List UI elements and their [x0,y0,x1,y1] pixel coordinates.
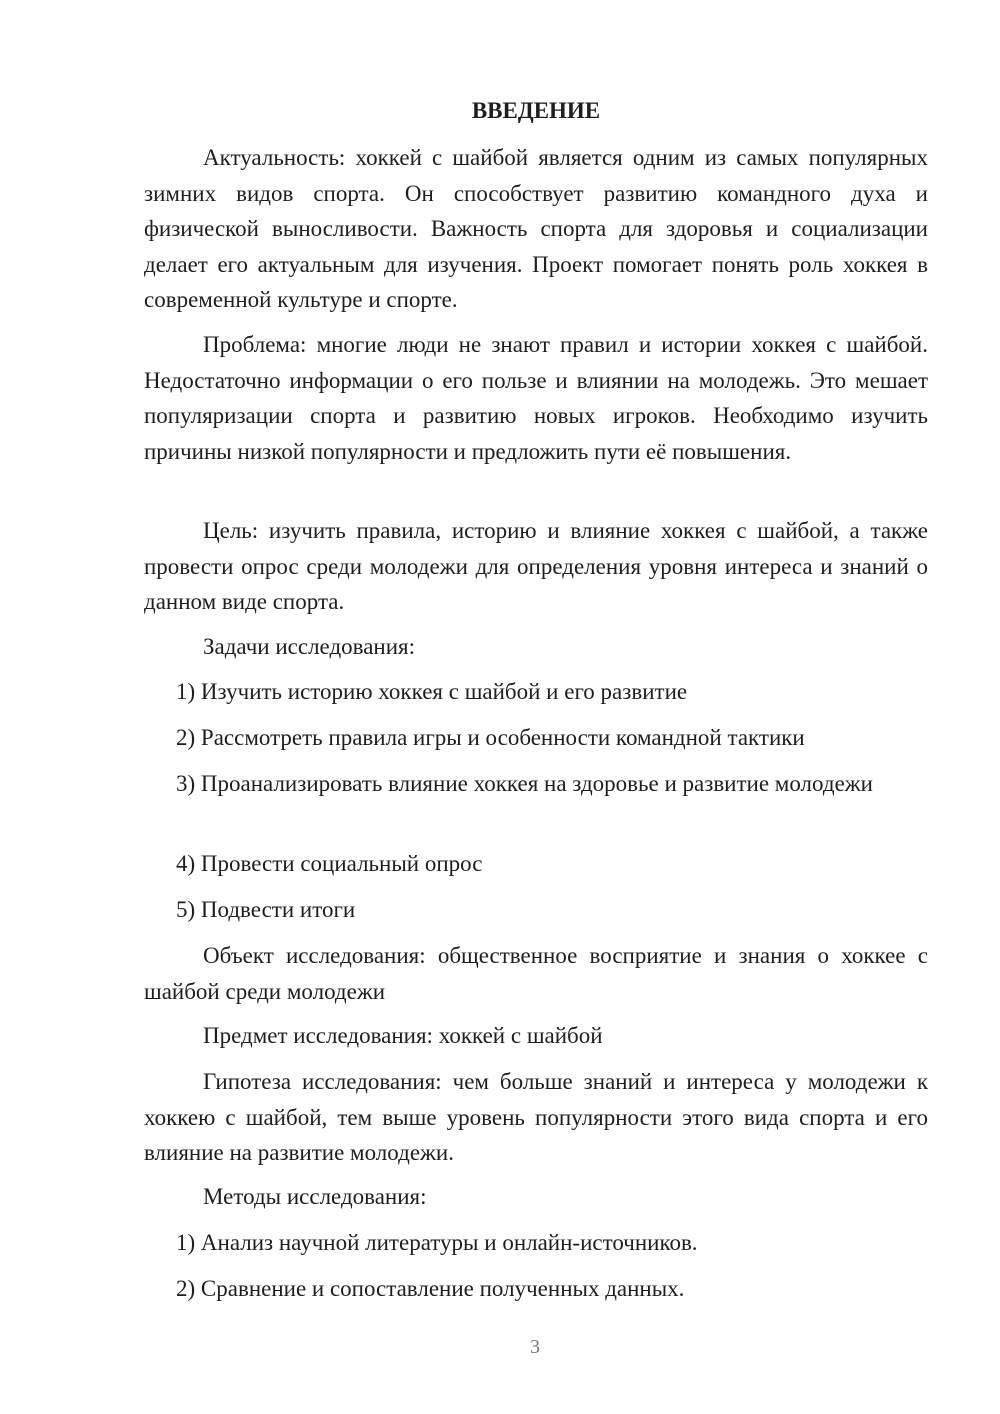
task-item-5: 5) Подвести итоги [176,897,356,922]
methods-heading: Методы исследования: [203,1184,427,1209]
page-number: 3 [530,1336,540,1358]
tasks-heading: Задачи исследования: [203,634,416,659]
paragraph-hypothesis: Гипотеза исследования: чем больше знаний и интереса у молодежи к хоккею с шайбой, тем выше уровень популярности этого вида спорта и его влияние на развитие молодежи. [144,1069,928,1165]
paragraph-relevance: Актуальность: хоккей с шайбой является одним из самых популярных зимних видов спорта. Он способствует развитию командного духа и физической выносливости. Важность спорта для здоровья и социализации делает его актуальным для изучения. Проект помогает понять роль хоккея в современной культуре и спорте. [144,145,928,312]
paragraph-goal: Цель: изучить правила, историю и влияние хоккея с шайбой, а также провести опрос среди молодежи для определения уровня интереса и знаний о данном виде спорта. [144,518,928,614]
section-title: ВВЕДЕНИЕ [471,98,601,123]
method-item-2: 2) Сравнение и сопоставление полученных данных. [176,1276,685,1301]
task-item-3: 3) Проанализировать влияние хоккея на здоровье и развитие молодежи [176,771,873,796]
task-item-4: 4) Провести социальный опрос [176,851,483,876]
method-item-1: 1) Анализ научной литературы и онлайн-источников. [176,1230,698,1255]
task-item-2: 2) Рассмотреть правила игры и особенности командной тактики [176,725,805,750]
paragraph-subject: Предмет исследования: хоккей с шайбой [203,1023,603,1048]
paragraph-problem: Проблема: многие люди не знают правил и истории хоккея с шайбой. Недостаточно информации о его пользе и влиянии на молодежь. Это мешает популяризации спорта и развитию новых игроков. Необходимо изучить причины низкой популярности и предложить пути её повышения. [144,332,928,464]
paragraph-object: Объект исследования: общественное восприятие и знания о хоккее с шайбой среди молодежи [144,943,928,1004]
task-item-1: 1) Изучить историю хоккея с шайбой и его развитие [176,679,688,704]
